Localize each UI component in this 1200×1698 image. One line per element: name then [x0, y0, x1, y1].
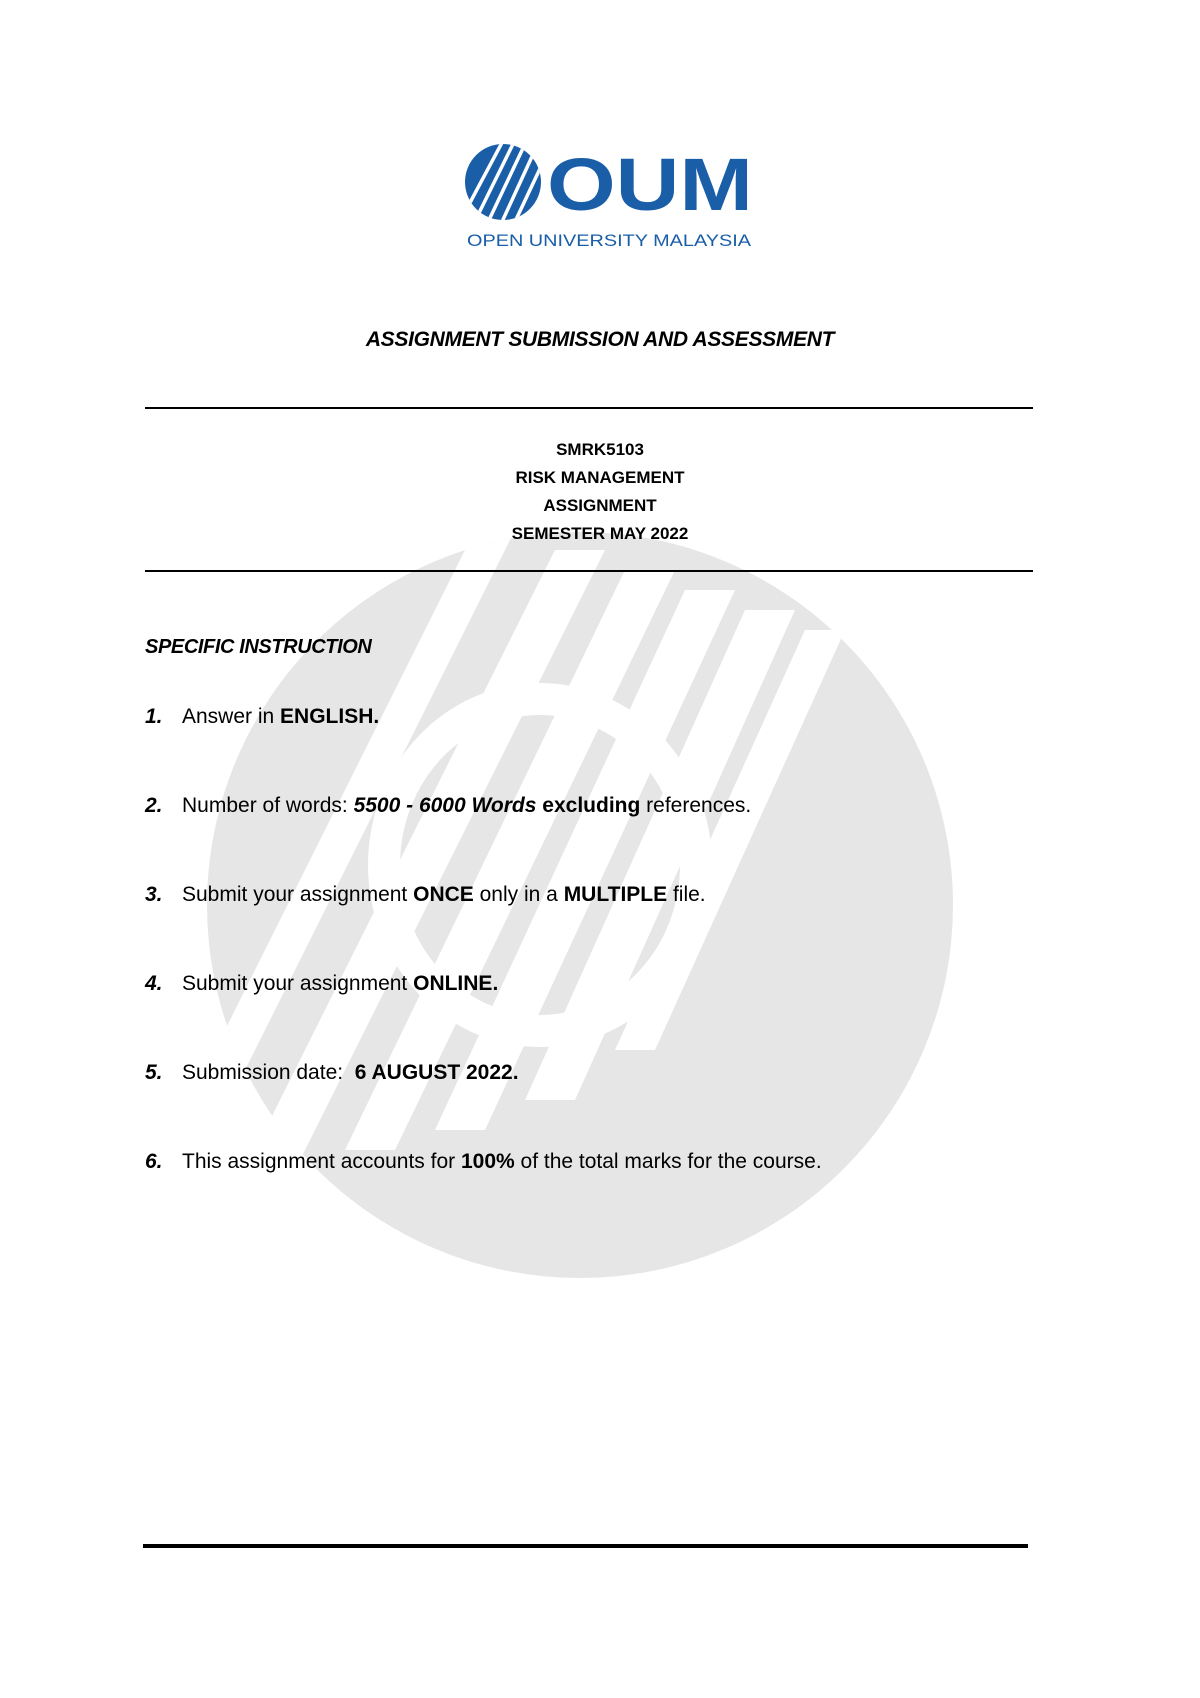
- instruction-number: 3.: [145, 883, 163, 906]
- course-semester: SEMESTER MAY 2022: [511, 524, 689, 543]
- instruction-text: Submit your assignment ONLINE.: [182, 972, 499, 995]
- instructions-list: [145, 703, 1045, 1237]
- logo-tagline: OPEN UNIVERSITY MALAYSIA: [467, 231, 752, 250]
- instruction-item: [145, 703, 1045, 792]
- instruction-item: [145, 1148, 1045, 1237]
- instruction-number: 5.: [145, 1061, 163, 1084]
- oum-emblem-icon: [465, 142, 545, 226]
- course-name: RISK MANAGEMENT: [515, 468, 685, 487]
- document-heading: ASSIGNMENT SUBMISSION AND ASSESSMENT: [365, 328, 835, 351]
- instruction-number: 6.: [145, 1150, 163, 1173]
- instruction-item: [145, 792, 1045, 881]
- instruction-number: 2.: [145, 794, 163, 817]
- course-info: [0, 436, 1200, 548]
- instruction-number: 4.: [145, 972, 163, 995]
- instruction-text: Submission date: 6 AUGUST 2022.: [182, 1061, 519, 1084]
- course-code: SMRK5103: [556, 440, 644, 459]
- instruction-number: 1.: [145, 705, 163, 728]
- logo-wordmark: OUM: [547, 143, 753, 226]
- instruction-item: [145, 881, 1045, 970]
- instruction-item: [145, 1059, 1045, 1148]
- divider-bottom: [143, 1544, 1028, 1548]
- oum-logo: [465, 142, 755, 257]
- instruction-text: Submit your assignment ONCE only in a MULTIPLE file.: [182, 883, 706, 906]
- divider-top: [145, 407, 1033, 409]
- instruction-item: [145, 970, 1045, 1059]
- course-type: ASSIGNMENT: [543, 496, 657, 515]
- instruction-text: This assignment accounts for 100% of the total marks for the course.: [182, 1150, 822, 1173]
- instruction-text: Number of words: 5500 - 6000 Words excluding references.: [182, 794, 752, 817]
- instructions-title: SPECIFIC INSTRUCTION: [145, 636, 372, 658]
- instruction-text: Answer in ENGLISH.: [182, 705, 380, 728]
- divider-middle: [145, 570, 1033, 572]
